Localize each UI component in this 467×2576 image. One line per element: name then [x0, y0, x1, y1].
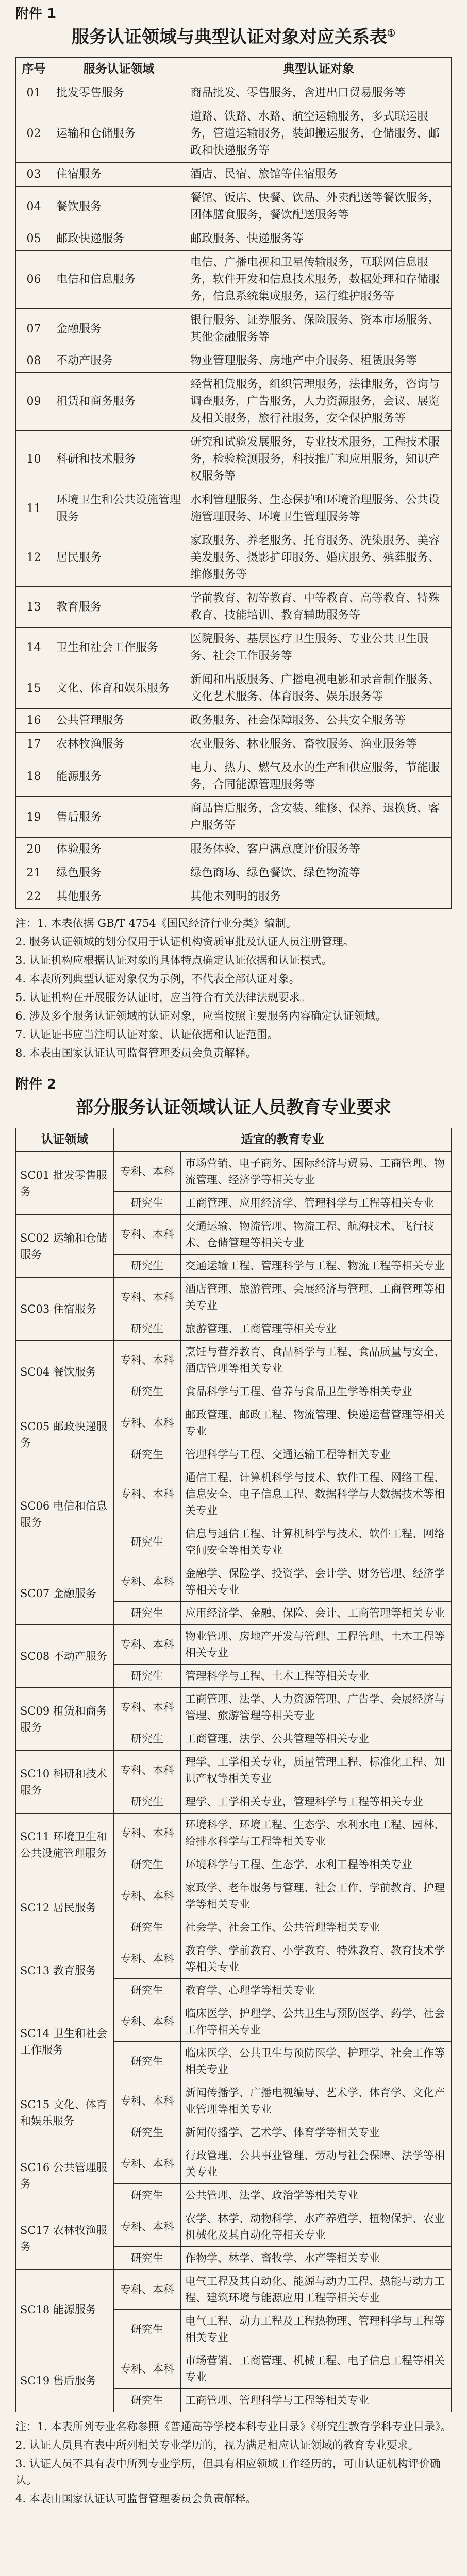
suitable-majors: 工商管理、管理科学与工程等相关专业: [181, 2389, 452, 2412]
header-no: 序号: [16, 58, 52, 81]
service-field: 租赁和商务服务: [52, 373, 186, 431]
education-level: 研究生: [114, 1522, 181, 1562]
suitable-majors: 教育学、学前教育、小学教育、特殊教育、教育技术学等相关专业: [181, 1939, 452, 1979]
table-row: [16, 81, 452, 105]
table-row: [16, 668, 452, 709]
education-level: 专科、本科: [114, 2270, 181, 2310]
certification-field: SC06 电信和信息服务: [16, 1466, 114, 1562]
table-row: [16, 628, 452, 668]
table-row: [16, 885, 452, 909]
education-level: 专科、本科: [114, 1562, 181, 1602]
certification-field: SC16 公共管理服务: [16, 2144, 114, 2207]
certification-field: SC10 科研和技术服务: [16, 1751, 114, 1814]
row-number: 20: [16, 838, 52, 861]
education-level: 专科、本科: [114, 1341, 181, 1380]
row-number: 22: [16, 885, 52, 909]
note-item: 4. 本表由国家认证认可监督管理委员会负责解释。: [15, 2493, 257, 2505]
certification-field: SC19 售后服务: [16, 2349, 114, 2412]
service-field-table-body: [16, 81, 452, 909]
table-row: [16, 756, 452, 797]
typical-objects: 新闻和出版服务、广播电视电影和录音制作服务、文化艺术服务、体育服务、娱乐服务等: [186, 668, 452, 709]
table-row: [16, 1939, 452, 1979]
table-row: [16, 187, 452, 227]
table-row: [16, 861, 452, 885]
table-row: [16, 797, 452, 838]
typical-objects: 研究和试验发展服务，专业技术服务，工程技术服务，检验检测服务，科技推广和应用服务，知识产权服务等: [186, 431, 452, 488]
row-number: 09: [16, 373, 52, 431]
suitable-majors: 临床医学、护理学、公共卫生与预防医学、药学、社会工作等相关专业: [181, 2002, 452, 2042]
appendix1-notes: [15, 915, 452, 1061]
table-row: [16, 373, 452, 431]
certification-field: SC09 租赁和商务服务: [16, 1688, 114, 1751]
education-level: 研究生: [114, 2184, 181, 2207]
education-level: 研究生: [114, 1916, 181, 1939]
suitable-majors: 作物学、林学、畜牧学、水产等相关专业: [181, 2247, 452, 2270]
education-level: 专科、本科: [114, 1215, 181, 1255]
education-requirement-table: [15, 1128, 452, 2412]
education-level: 研究生: [114, 1790, 181, 1814]
typical-objects: 家政服务、养老服务、托育服务、洗染服务、美容美发服务、摄影扩印服务、婚庆服务、殡葬服务、维修服务等: [186, 529, 452, 587]
appendix1-title-text: 服务认证领域与典型认证对象对应关系表: [71, 27, 387, 47]
service-field: 不动产服务: [52, 349, 186, 373]
service-field: 文化、体育和娱乐服务: [52, 668, 186, 709]
appendix1-title-footnote: ①: [387, 28, 396, 39]
typical-objects: 农业服务、林业服务、畜牧服务、渔业服务等: [186, 733, 452, 756]
note-item: 2. 服务认证领域的划分仅用于认证机构资质审批及认证人员注册管理。: [15, 936, 354, 948]
typical-objects: 绿色商场、绿色餐饮、绿色物流等: [186, 861, 452, 885]
suitable-majors: 理学、工学相关专业，质量管理工程、标准化工程、知识产权等相关专业: [181, 1751, 452, 1790]
service-field: 体验服务: [52, 838, 186, 861]
suitable-majors: 酒店管理、旅游管理、会展经济与管理、工商管理等相关专业: [181, 1278, 452, 1317]
suitable-majors: 工商管理、法学、人力资源管理、广告学、会展经济与管理、旅游管理等相关专业: [181, 1688, 452, 1727]
service-field: 卫生和社会工作服务: [52, 628, 186, 668]
service-field: 售后服务: [52, 797, 186, 838]
suitable-majors: 农学、林学、动物科学、水产养殖学、植物保护、农业机械化及其自动化等相关专业: [181, 2207, 452, 2247]
note-item: 3. 认证人员不具有表中所列专业学历，但具有相应领域工作经历的，可由认证机构评价确认。: [15, 2458, 441, 2486]
note-item: 6. 涉及多个服务认证领域的认证对象，应当按照主要服务内容确定认证领域。: [15, 1010, 387, 1022]
row-number: 18: [16, 756, 52, 797]
education-level: 专科、本科: [114, 1939, 181, 1979]
header-education: 适宜的教育专业: [114, 1128, 452, 1152]
education-level: 研究生: [114, 1602, 181, 1625]
education-level: 专科、本科: [114, 2207, 181, 2247]
service-field: 环境卫生和公共设施管理服务: [52, 488, 186, 529]
row-number: 14: [16, 628, 52, 668]
table-row: [16, 733, 452, 756]
suitable-majors: 新闻传播学、艺术学、体育学等相关专业: [181, 2121, 452, 2144]
table-row: [16, 2081, 452, 2121]
header-field: 服务认证领域: [52, 58, 186, 81]
row-number: 12: [16, 529, 52, 587]
certification-field: SC08 不动产服务: [16, 1625, 114, 1688]
certification-field: SC13 教育服务: [16, 1939, 114, 2002]
certification-field: SC02 运输和仓储服务: [16, 1215, 114, 1278]
certification-field: SC03 住宿服务: [16, 1278, 114, 1341]
certification-field: SC01 批发零售服务: [16, 1152, 114, 1215]
service-field: 金融服务: [52, 309, 186, 349]
suitable-majors: 社会学、社会工作、公共管理等相关专业: [181, 1916, 452, 1939]
education-level: 研究生: [114, 2121, 181, 2144]
table-row: [16, 431, 452, 488]
suitable-majors: 管理科学与工程、土木工程等相关专业: [181, 1665, 452, 1688]
typical-objects: 电力、热力、燃气及水的生产和供应服务，节能服务，合同能源管理服务等: [186, 756, 452, 797]
row-number: 19: [16, 797, 52, 838]
typical-objects: 酒店、民宿、旅馆等住宿服务: [186, 163, 452, 187]
suitable-majors: 工商管理、应用经济学、管理科学与工程等相关专业: [181, 1192, 452, 1215]
certification-field: SC17 农林牧渔服务: [16, 2207, 114, 2270]
appendix1-title: [15, 23, 452, 48]
suitable-majors: 管理科学与工程、交通运输工程等相关专业: [181, 1443, 452, 1466]
typical-objects: 水利管理服务、生态保护和环境治理服务、公共设施管理服务、环境卫生管理服务等: [186, 488, 452, 529]
suitable-majors: 临床医学、公共卫生与预防医学、护理学、社会工作等相关专业: [181, 2042, 452, 2081]
table-row: [16, 1466, 452, 1522]
typical-objects: 政务服务、社会保障服务、公共安全服务等: [186, 709, 452, 733]
education-level: 研究生: [114, 2389, 181, 2412]
education-level: 研究生: [114, 1727, 181, 1751]
row-number: 05: [16, 227, 52, 251]
suitable-majors: 物业管理、房地产开发与管理、工程管理、土木工程等相关专业: [181, 1625, 452, 1665]
table-row: [16, 349, 452, 373]
suitable-majors: 新闻传播学、广播电视编导、艺术学、体育学、文化产业管理等相关专业: [181, 2081, 452, 2121]
table-header-row: [16, 1128, 452, 1152]
table-row: [16, 105, 452, 163]
suitable-majors: 食品科学与工程、营养与食品卫生学等相关专业: [181, 1380, 452, 1403]
suitable-majors: 理学、工学相关专业，管理科学与工程等相关专业: [181, 1790, 452, 1814]
education-level: 专科、本科: [114, 1814, 181, 1853]
education-level: 专科、本科: [114, 1751, 181, 1790]
row-number: 17: [16, 733, 52, 756]
table-row: [16, 2002, 452, 2042]
typical-objects: 物业管理服务、房地产中介服务、租赁服务等: [186, 349, 452, 373]
certification-field: SC07 金融服务: [16, 1562, 114, 1625]
typical-objects: 银行服务、证券服务、保险服务、资本市场服务、其他金融服务等: [186, 309, 452, 349]
service-field: 教育服务: [52, 587, 186, 628]
suitable-majors: 工商管理、法学、公共管理等相关专业: [181, 1727, 452, 1751]
table-row: [16, 1341, 452, 1380]
certification-field: SC11 环境卫生和公共设施管理服务: [16, 1814, 114, 1876]
service-field: 能源服务: [52, 756, 186, 797]
appendix2-title: 部分服务认证领域认证人员教育专业要求: [76, 1097, 391, 1118]
typical-objects: 商品售后服务，含安装、维修、保养、退换货、客户服务等: [186, 797, 452, 838]
table-row: [16, 309, 452, 349]
service-field: 公共管理服务: [52, 709, 186, 733]
table-row: [16, 709, 452, 733]
education-level: 专科、本科: [114, 1876, 181, 1916]
table-row: [16, 1688, 452, 1727]
row-number: 15: [16, 668, 52, 709]
table-row: [16, 227, 452, 251]
row-number: 08: [16, 349, 52, 373]
typical-objects: 餐馆、饭店、快餐、饮品、外卖配送等餐饮服务，团体膳食服务，餐饮配送服务等: [186, 187, 452, 227]
table-row: [16, 2144, 452, 2184]
education-level: 专科、本科: [114, 1152, 181, 1192]
suitable-majors: 环境科学、环境工程、生态学、水利水电工程、园林、给排水科学与工程等相关专业: [181, 1814, 452, 1853]
note-item: 7. 认证证书应当注明认证对象、认证依据和认证范围。: [15, 1028, 278, 1041]
suitable-majors: 环境科学与工程、生态学、水利工程等相关专业: [181, 1853, 452, 1876]
typical-objects: 学前教育、初等教育、中等教育、高等教育、特殊教育、技能培训、教育辅助服务等: [186, 587, 452, 628]
table-row: [16, 1625, 452, 1665]
education-level: 研究生: [114, 1443, 181, 1466]
table-row: [16, 251, 452, 309]
table-row: [16, 838, 452, 861]
row-number: 10: [16, 431, 52, 488]
table-row: [16, 1876, 452, 1916]
education-level: 专科、本科: [114, 2002, 181, 2042]
suitable-majors: 应用经济学、金融、保险、会计、工商管理等相关专业: [181, 1602, 452, 1625]
table-row: [16, 2207, 452, 2247]
suitable-majors: 行政管理、公共事业管理、劳动与社会保障、法学等相关专业: [181, 2144, 452, 2184]
suitable-majors: 信息与通信工程、计算机科学与技术、软件工程、网络空间安全等相关专业: [181, 1522, 452, 1562]
certification-field: SC18 能源服务: [16, 2270, 114, 2349]
suitable-majors: 市场营销、工商管理、机械工程、电子信息工程等相关专业: [181, 2349, 452, 2389]
table-row: [16, 163, 452, 187]
service-field: 批发零售服务: [52, 81, 186, 105]
table-row: [16, 1751, 452, 1790]
note-item: 2. 认证人员具有表中所列相关专业学历的，视为满足相应认证领域的教育专业要求。: [15, 2439, 419, 2451]
typical-objects: 服务体验、客户满意度评价服务等: [186, 838, 452, 861]
education-level: 专科、本科: [114, 1625, 181, 1665]
suitable-majors: 电气工程、动力工程及工程热物理、管理科学与工程等相关专业: [181, 2310, 452, 2349]
table-row: [16, 2349, 452, 2389]
education-level: 专科、本科: [114, 1688, 181, 1727]
suitable-majors: 交通运输、物流管理、物流工程、航海技术、飞行技术、仓储管理等相关专业: [181, 1215, 452, 1255]
note-item: 注：1. 本表所列专业名称参照《普通高等学校本科专业目录》《研究生教育学科专业目录》。: [15, 2420, 452, 2433]
header-field: 认证领域: [16, 1128, 114, 1152]
appendix2-notes: [15, 2418, 452, 2507]
education-level: 专科、本科: [114, 1466, 181, 1522]
table-row: [16, 529, 452, 587]
suitable-majors: 金融学、保险学、投资学、会计学、财务管理、经济学等相关专业: [181, 1562, 452, 1602]
suitable-majors: 家政学、老年服务与管理、社会工作、学前教育、护理学等相关专业: [181, 1876, 452, 1916]
note-item: 8. 本表由国家认证认可监督管理委员会负责解释。: [15, 1047, 257, 1059]
education-level: 专科、本科: [114, 2349, 181, 2389]
service-field: 居民服务: [52, 529, 186, 587]
table-row: [16, 2270, 452, 2310]
education-level: 研究生: [114, 1192, 181, 1215]
suitable-majors: 教育学、心理学等相关专业: [181, 1979, 452, 2002]
certification-field: SC12 居民服务: [16, 1876, 114, 1939]
row-number: 07: [16, 309, 52, 349]
row-number: 04: [16, 187, 52, 227]
row-number: 01: [16, 81, 52, 105]
education-level: 专科、本科: [114, 1278, 181, 1317]
suitable-majors: 交通运输工程、管理科学与工程、物流工程等相关专业: [181, 1255, 452, 1278]
row-number: 11: [16, 488, 52, 529]
education-level: 研究生: [114, 1665, 181, 1688]
education-level: 专科、本科: [114, 2144, 181, 2184]
table-row: [16, 1562, 452, 1602]
education-level: 研究生: [114, 2042, 181, 2081]
table-row: [16, 488, 452, 529]
education-level: 研究生: [114, 1979, 181, 2002]
suitable-majors: 电气工程及其自动化、能源与动力工程、热能与动力工程、建筑环境与能源应用工程等相关专业: [181, 2270, 452, 2310]
note-item: 注：1. 本表依据 GB/T 4754《国民经济行业分类》编制。: [15, 917, 297, 929]
suitable-majors: 通信工程、计算机科学与技术、软件工程、网络工程、信息安全、电子信息工程、数据科学与大数据技术等相关专业: [181, 1466, 452, 1522]
typical-objects: 其他未列明的服务: [186, 885, 452, 909]
appendix2-label: 附件 2: [15, 1077, 57, 1092]
table-row: [16, 587, 452, 628]
note-item: 3. 认证机构应根据认证对象的具体特点确定认证依据和认证模式。: [15, 954, 332, 967]
service-field: 农林牧渔服务: [52, 733, 186, 756]
service-field: 科研和技术服务: [52, 431, 186, 488]
certification-field: SC14 卫生和社会工作服务: [16, 2002, 114, 2081]
suitable-majors: 烹饪与营养教育、食品科学与工程、食品质量与安全、酒店管理等相关专业: [181, 1341, 452, 1380]
service-field: 餐饮服务: [52, 187, 186, 227]
education-level: 专科、本科: [114, 1403, 181, 1443]
service-field: 电信和信息服务: [52, 251, 186, 309]
service-field: 邮政快递服务: [52, 227, 186, 251]
note-item: 5. 认证机构在开展服务认证时，应当符合有关法律法规要求。: [15, 991, 311, 1004]
row-number: 21: [16, 861, 52, 885]
appendix1-label: 附件 1: [15, 6, 57, 22]
certification-field: SC05 邮政快递服务: [16, 1403, 114, 1466]
typical-objects: 经营租赁服务，组织管理服务，法律服务，咨询与调查服务，广告服务，人力资源服务，会议、展览及相关服务，旅行社服务，安全保护服务等: [186, 373, 452, 431]
service-field: 运输和仓储服务: [52, 105, 186, 163]
note-item: 4. 本表所列典型认证对象仅为示例，不代表全部认证对象。: [15, 973, 300, 985]
table-row: [16, 1278, 452, 1317]
certification-field: SC04 餐饮服务: [16, 1341, 114, 1403]
service-field-table: [15, 57, 452, 909]
typical-objects: 道路、铁路、水路、航空运输服务，多式联运服务，管道运输服务，装卸搬运服务，仓储服务，邮政和快递服务等: [186, 105, 452, 163]
suitable-majors: 旅游管理、工商管理等相关专业: [181, 1317, 452, 1341]
education-level: 研究生: [114, 1380, 181, 1403]
row-number: 16: [16, 709, 52, 733]
typical-objects: 电信、广播电视和卫星传输服务，互联网信息服务，软件开发和信息技术服务，数据处理和存储服务，信息系统集成服务，运行维护服务等: [186, 251, 452, 309]
table-row: [16, 1152, 452, 1192]
row-number: 13: [16, 587, 52, 628]
typical-objects: 邮政服务、快递服务等: [186, 227, 452, 251]
suitable-majors: 市场营销、电子商务、国际经济与贸易、工商管理、物流管理、经济学等相关专业: [181, 1152, 452, 1192]
education-requirement-table-body: [16, 1152, 452, 2412]
row-number: 02: [16, 105, 52, 163]
typical-objects: 医院服务、基层医疗卫生服务、专业公共卫生服务、社会工作服务等: [186, 628, 452, 668]
typical-objects: 商品批发、零售服务，含进出口贸易服务等: [186, 81, 452, 105]
table-row: [16, 1403, 452, 1443]
header-objects: 典型认证对象: [186, 58, 452, 81]
education-level: 研究生: [114, 1317, 181, 1341]
education-level: 研究生: [114, 1255, 181, 1278]
row-number: 06: [16, 251, 52, 309]
education-level: 专科、本科: [114, 2081, 181, 2121]
service-field: 住宿服务: [52, 163, 186, 187]
table-header-row: [16, 58, 452, 81]
education-level: 研究生: [114, 2247, 181, 2270]
education-level: 研究生: [114, 2310, 181, 2349]
table-row: [16, 1215, 452, 1255]
service-field: 其他服务: [52, 885, 186, 909]
service-field: 绿色服务: [52, 861, 186, 885]
certification-field: SC15 文化、体育和娱乐服务: [16, 2081, 114, 2144]
row-number: 03: [16, 163, 52, 187]
suitable-majors: 邮政管理、邮政工程、物流管理、快递运营管理等相关专业: [181, 1403, 452, 1443]
education-level: 研究生: [114, 1853, 181, 1876]
suitable-majors: 公共管理、法学、政治学等相关专业: [181, 2184, 452, 2207]
table-row: [16, 1814, 452, 1853]
